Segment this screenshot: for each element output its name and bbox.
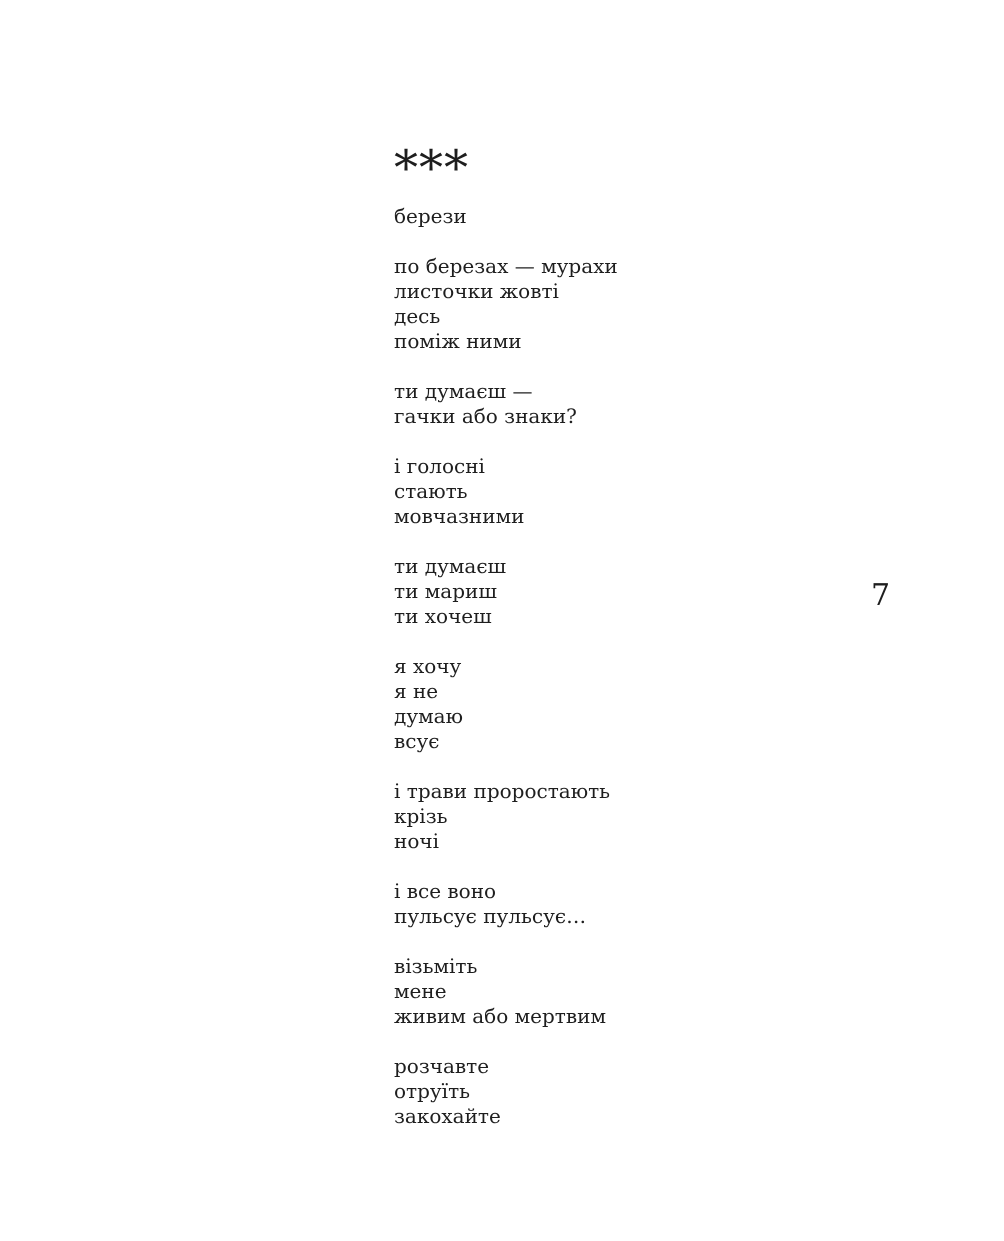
poem-line: живим або мертвим: [394, 1004, 607, 1028]
poem-line: поміж ними: [394, 329, 522, 353]
poem-line: думаю: [394, 704, 463, 728]
poem-line: ночі: [394, 829, 439, 853]
poem-line: гачки або знаки?: [394, 404, 577, 428]
poem-line: крізь: [394, 804, 448, 828]
poem-line: пульсує пульсує…: [394, 904, 587, 928]
poem-line: я хочу: [394, 654, 462, 678]
poem: [394, 140, 814, 1129]
poem-line: ти мариш: [394, 579, 497, 603]
poem-line: розчавте: [394, 1054, 490, 1078]
poem-line: стають: [394, 479, 468, 503]
poem-line: ти думаєш: [394, 554, 507, 578]
poem-title: берези: [394, 204, 467, 228]
poem-line: мовчазними: [394, 504, 525, 528]
poem-line: всує: [394, 729, 440, 753]
page-number: 7: [871, 578, 891, 613]
stanza: [394, 654, 814, 754]
stanza: [394, 254, 814, 354]
stanza: [394, 379, 814, 429]
poem-line: і трави проростають: [394, 779, 611, 803]
poem-line: ти хочеш: [394, 604, 492, 628]
section-ornament: ***: [394, 140, 469, 196]
stanza: [394, 879, 814, 929]
poem-line: мене: [394, 979, 447, 1003]
stanza: [394, 779, 814, 854]
poem-line: десь: [394, 304, 441, 328]
poem-line: листочки жовті: [394, 279, 559, 303]
poem-line: і все воно: [394, 879, 497, 903]
poem-line: по березах — мурахи: [394, 254, 618, 278]
poem-line: ти думаєш —: [394, 379, 533, 403]
poem-line: я не: [394, 679, 439, 703]
poem-line: отруїть: [394, 1079, 471, 1103]
poem-line: візьміть: [394, 954, 478, 978]
stanza: [394, 1054, 814, 1129]
stanza: [394, 954, 814, 1029]
poem-line: закохайте: [394, 1104, 501, 1128]
stanza: [394, 454, 814, 529]
poem-line: і голосні: [394, 454, 485, 478]
stanza: [394, 554, 814, 629]
